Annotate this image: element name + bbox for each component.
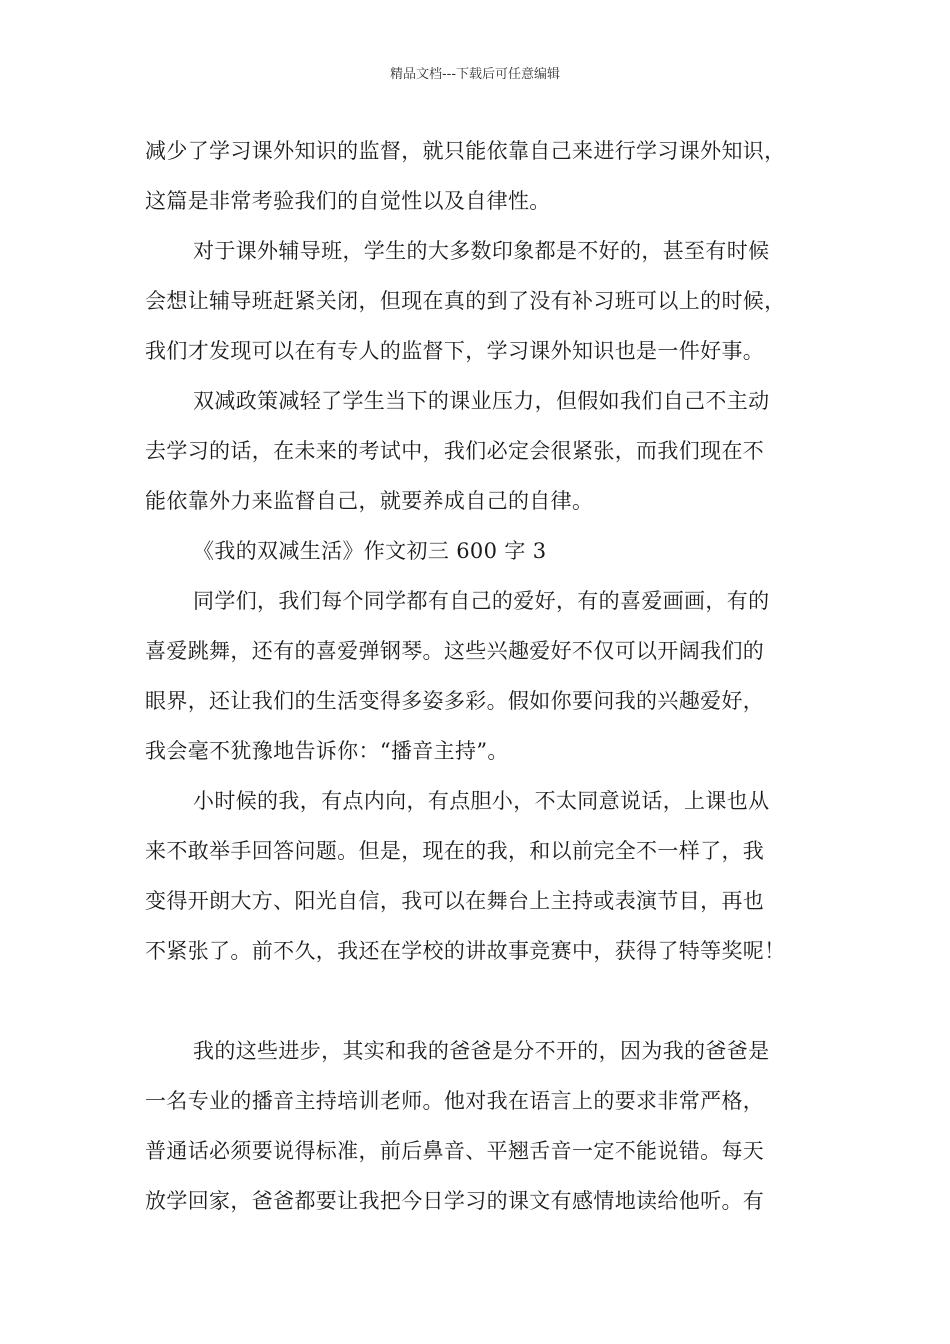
- text-line: 会想让辅导班赶紧关闭，但现在真的到了没有补习班可以上的时候，: [145, 289, 786, 313]
- text-line: 双减政策减轻了学生当下的课业压力，但假如我们自己不主动: [193, 389, 770, 413]
- section-title: [145, 526, 810, 576]
- paragraph: [145, 1026, 810, 1226]
- text-line: 小时候的我，有点内向，有点胆小，不太同意说话，上课也从: [193, 789, 770, 813]
- text-line: 我们才发现可以在有专人的监督下，学习课外知识也是一件好事。: [145, 339, 765, 363]
- paragraph: [145, 226, 810, 376]
- page-header: 精品文档---下载后可任意编辑: [389, 67, 561, 82]
- text-line: 放学回家，爸爸都要让我把今日学习的课文有感情地读给他听。有: [145, 1189, 765, 1213]
- text-line: 我的这些进步，其实和我的爸爸是分不开的，因为我的爸爸是: [193, 1039, 770, 1063]
- text-line: 同学们，我们每个同学都有自己的爱好，有的喜爱画画，有的: [193, 589, 770, 613]
- text-line: 这篇是非常考验我们的自觉性以及自律性。: [145, 189, 551, 213]
- text-line: 《我的双减生活》作文初三 600 字 3: [193, 539, 547, 563]
- blank-line: [145, 976, 810, 1026]
- paragraph: [145, 126, 810, 226]
- paragraph: [145, 776, 810, 976]
- text-line: 普通话必须要说得标准，前后鼻音、平翘舌音一定不能说错。每天: [145, 1139, 765, 1163]
- text-line: 一名专业的播音主持培训老师。他对我在语言上的要求非常严格，: [145, 1089, 765, 1113]
- text-line: 去学习的话，在未来的考试中，我们必定会很紧张，而我们现在不: [145, 439, 765, 463]
- text-line: 对于课外辅导班，学生的大多数印象都是不好的，甚至有时候: [193, 239, 770, 263]
- text-line: 不紧张了。前不久，我还在学校的讲故事竞赛中，获得了特等奖呢！: [145, 939, 786, 963]
- text-line: 来不敢举手回答问题。但是，现在的我，和以前完全不一样了，我: [145, 839, 765, 863]
- paragraph: [145, 376, 810, 526]
- text-line: 变得开朗大方、阳光自信，我可以在舞台上主持或表演节目，再也: [145, 889, 765, 913]
- text-line: 我会毫不犹豫地告诉你：“播音主持”。: [145, 739, 509, 763]
- text-line: 眼界，还让我们的生活变得多姿多彩。假如你要问我的兴趣爱好，: [145, 689, 765, 713]
- document-body: [145, 126, 810, 1226]
- paragraph: [145, 576, 810, 776]
- text-line: 喜爱跳舞，还有的喜爱弹钢琴。这些兴趣爱好不仅可以开阔我们的: [145, 639, 765, 663]
- text-line: 减少了学习课外知识的监督，就只能依靠自己来进行学习课外知识，: [145, 139, 786, 163]
- text-line: 能依靠外力来监督自己，就要养成自己的自律。: [145, 489, 594, 513]
